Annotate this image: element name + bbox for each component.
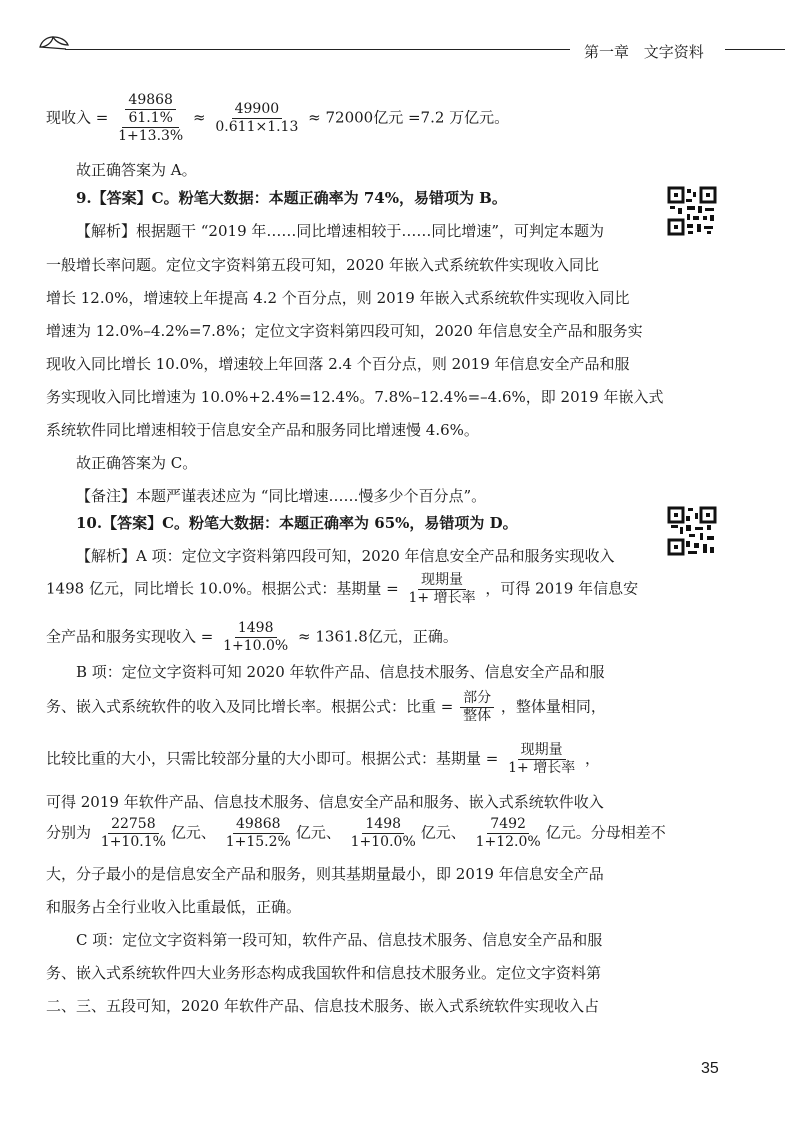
qr-code-icon[interactable]: [667, 186, 717, 236]
q9-analysis-line: 【解析】根据题干 “2019 年……同比增速相较于……同比增速”，可判定本题为: [76, 222, 605, 240]
q9-analysis-line: 务实现收入同比增速为 10.0%+2.4%=12.4%。7.8%–12.4%=–4.6%，即 2019 年嵌入式: [46, 388, 664, 406]
header-rule: [65, 49, 570, 50]
qr-code-icon[interactable]: [667, 506, 717, 556]
formula-fraction: $\frac{\text{部分}}{\text{整体}}$: [460, 690, 494, 725]
q10-analysis-line: B 项：定位文字资料可知 2020 年软件产品、信息技术服务、信息安全产品和服: [76, 663, 605, 681]
q10-analysis-line: 务、嵌入式系统软件的收入及同比增长率。根据公式：比重 = $\frac{\text{部分}}{\text{整体}}$ ，整体量相同，: [46, 690, 606, 724]
q10-analysis-line: 二、三、五段可知，2020 年软件产品、信息技术服务、嵌入式系统软件实现收入占: [46, 997, 599, 1015]
page-number: 35: [701, 1060, 719, 1077]
q10-analysis-line: 大，分子最小的是信息安全产品和服务，则其基期量最小，即 2019 年信息安全产品: [46, 865, 604, 883]
formula-fraction: $\frac{\text{现期量}}{\text{1+ 增长率}}$: [508, 742, 576, 776]
q9-note: 【备注】本题严谨表述应为 “同比增速……慢多少个百分点”。: [76, 487, 487, 505]
header-rule: [725, 49, 785, 50]
formula-fraction: $\frac{\text{现期量}}{\text{1+ 增长率}}$: [408, 572, 476, 606]
fraction: $\frac{49900}{0.611\times 1.13}$: [215, 101, 299, 135]
q10-analysis-line: 可得 2019 年软件产品、信息技术服务、信息安全产品和服务、嵌入式系统软件收入: [46, 793, 604, 811]
q10-answer: 10.【答案】C。粉笔大数据：本题正确率为 65%，易错项为 D。: [76, 514, 518, 532]
q10-analysis-line: 比较比重的大小，只需比较部分量的大小即可。根据公式：基期量 = $\frac{\text{现期量}}{\text{1+ 增长率}}$ ，: [46, 742, 601, 776]
q9-answer: 9.【答案】C。粉笔大数据：本题正确率为 74%，易错项为 B。: [76, 189, 507, 207]
q9-analysis-line: 增速为 12.0%–4.2%=7.8%；定位文字资料第四段可知，2020 年信息安全产品和服务实: [46, 322, 643, 340]
calc-line: 现收入 = $\frac{\frac{49868}{61.1\%}}{1+13.3\%}$ ≈ $\frac{49900}{0.611\times 1.13}$ ≈ 72000亿元 =7.2 万亿元。: [46, 92, 510, 144]
q10-analysis-line: 全产品和服务实现收入 = $\frac{1498}{1+10.0\%}$ ≈ 1361.8亿元，正确。: [46, 620, 458, 654]
q10-analysis-line: 和服务占全行业收入比重最低，正确。: [46, 898, 302, 916]
chapter-number: 第一章: [584, 43, 630, 61]
q9-analysis-line: 增长 12.0%，增速较上年提高 4.2 个百分点，则 2019 年嵌入式系统软件实现收入同比: [46, 289, 630, 307]
q10-analysis-line: 1498 亿元，同比增长 10.0%。根据公式：基期量 = $\frac{\text{现期量}}{\text{1+ 增长率}}$ ，可得 2019 年信息安: [46, 572, 639, 606]
conclusion-text: 故正确答案为 A。: [76, 161, 197, 179]
conclusion-text: 故正确答案为 C。: [76, 454, 198, 472]
fraction: $\frac{22758}{1+10.1\%}$: [100, 816, 166, 850]
fraction: $\frac{49868}{1+15.2\%}$: [225, 816, 291, 850]
fraction: $\frac{1498}{1+10.0\%}$: [223, 620, 289, 654]
nested-fraction: $\frac{\frac{49868}{61.1\%}}{1+13.3\%}$: [118, 92, 184, 144]
q10-analysis-line: 分别为 $\frac{22758}{1+10.1\%}$ 亿元、 $\frac{49868}{1+15.2\%}$ 亿元、 $\frac{1498}{1+10.0\%}$ 亿元、 $\frac{7492}{1+12.0\%}$ 亿元。分母相差不: [46, 816, 666, 850]
fraction: $\frac{1498}{1+10.0\%}$: [350, 816, 416, 850]
chapter-heading: [584, 41, 714, 62]
fraction: $\frac{7492}{1+12.0\%}$: [475, 816, 541, 850]
q9-analysis-line: 一般增长率问题。定位文字资料第五段可知，2020 年嵌入式系统软件实现收入同比: [46, 256, 599, 274]
q10-analysis-line: 【解析】A 项：定位文字资料第四段可知，2020 年信息安全产品和服务实现收入: [76, 547, 615, 565]
q10-analysis-line: 务、嵌入式系统软件四大业务形态构成我国软件和信息技术服务业。定位文字资料第: [46, 964, 602, 982]
q9-analysis-line: 现收入同比增长 10.0%，增速较上年回落 2.4 个百分点，则 2019 年信息安全产品和服: [46, 355, 630, 373]
q10-analysis-line: C 项：定位文字资料第一段可知，软件产品、信息技术服务、信息安全产品和服: [76, 931, 603, 949]
section-title: 文字资料: [643, 43, 704, 61]
q9-analysis-line: 系统软件同比增速相较于信息安全产品和服务同比增速慢 4.6%。: [46, 421, 479, 439]
